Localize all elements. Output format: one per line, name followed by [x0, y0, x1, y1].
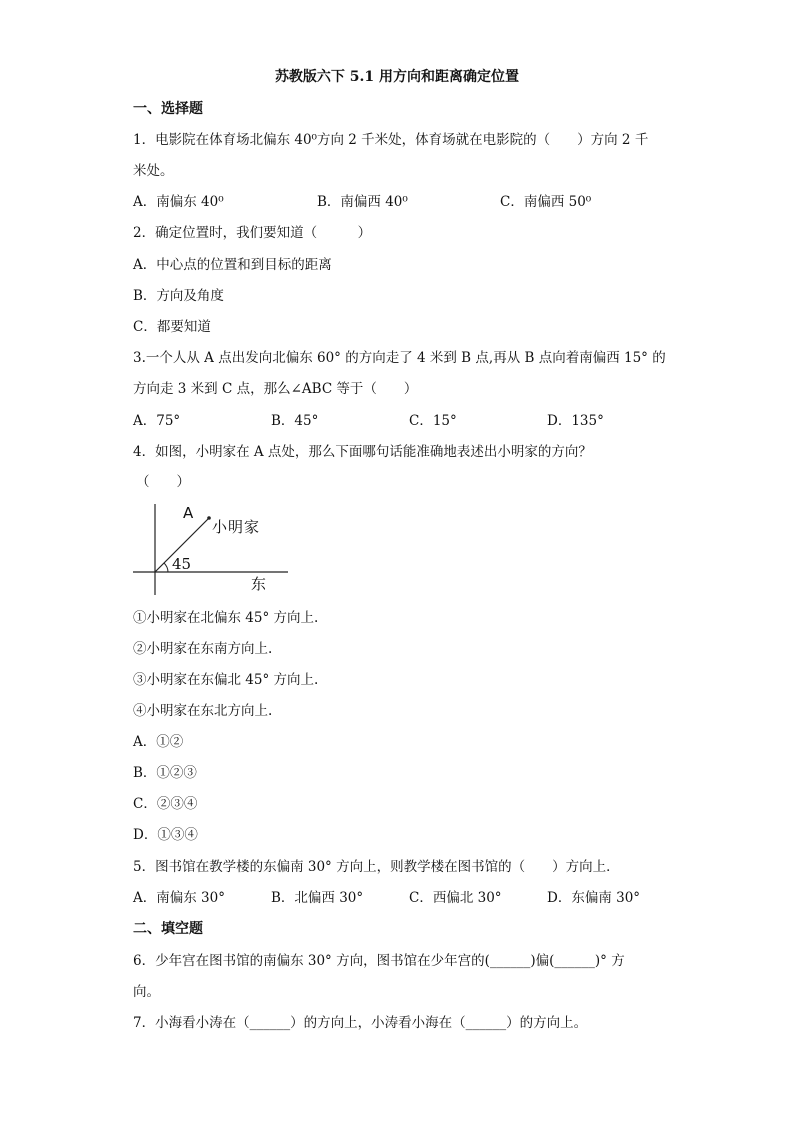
- page-title: 苏教版六下 5.1 用方向和距离确定位置: [274, 69, 520, 85]
- question-5-stem: 5．图书馆在教学楼的东偏南 30° 方向上，则教学楼在图书馆的（ ）方向上．: [133, 859, 620, 875]
- q5-option-a: A．南偏东 30°: [133, 890, 225, 906]
- question-7-stem: 7．小海看小涛在（______）的方向上，小涛看小海在（______）的方向上。: [133, 1015, 588, 1031]
- section-heading-fill: 二、填空题: [133, 921, 203, 937]
- q5-option-c: C．西偏北 30°: [409, 890, 502, 906]
- q4-option-a: A．①②: [133, 734, 184, 750]
- question-1-line-1: 1．电影院在体育场北偏东 40⁰方向 2 千米处，体育场就在电影院的（ ）方向 2 千: [133, 132, 649, 148]
- q2-option-c: C．都要知道: [133, 319, 211, 335]
- q3-option-c: C．15°: [409, 413, 457, 429]
- q5-option-d: D．东偏南 30°: [547, 890, 641, 906]
- point-a-label: A: [183, 504, 194, 522]
- q4-statement-1: ①小明家在北偏东 45° 方向上.: [133, 610, 319, 626]
- q4-statement-3: ③小明家在东偏北 45° 方向上.: [133, 672, 319, 688]
- q3-option-b: B．45°: [271, 413, 319, 429]
- q1-option-b: B．南偏西 40⁰: [317, 194, 408, 210]
- question-1-line-2: 米处。: [133, 163, 174, 179]
- q3-option-d: D．135°: [547, 413, 604, 429]
- q4-option-c: C．②③④: [133, 796, 198, 812]
- angle-label: 45: [172, 555, 192, 573]
- question-4-paren: （ ）: [136, 474, 190, 490]
- question-6-line-2: 向。: [133, 984, 160, 1000]
- question-3-line-2: 方向走 3 米到 C 点，那么∠ABC 等于（ ）: [133, 381, 418, 397]
- q4-option-d: D．①③④: [133, 827, 198, 843]
- direction-diagram-svg: [130, 500, 295, 600]
- q2-option-a: A．中心点的位置和到目标的距离: [133, 257, 332, 273]
- question-2-stem: 2．确定位置时，我们要知道（ ）: [133, 225, 372, 241]
- angle-arc: [164, 563, 168, 572]
- section-heading-choice: 一、选择题: [133, 101, 203, 117]
- q1-option-a: A．南偏东 40⁰: [133, 194, 224, 210]
- q2-option-b: B．方向及角度: [133, 288, 224, 304]
- east-label: 东: [251, 575, 267, 593]
- home-label: 小明家: [212, 518, 261, 536]
- q4-statement-2: ②小明家在东南方向上.: [133, 641, 273, 657]
- q1-option-c: C．南偏西 50⁰: [500, 194, 592, 210]
- question-6-line-1: 6．少年宫在图书馆的南偏东 30° 方向，图书馆在少年宫的(______)偏(______)° 方: [133, 953, 625, 969]
- question-3-line-1: 3.一个人从 A 点出发向北偏东 60° 的方向走了 4 米到 B 点,再从 B 点向着南偏西 15° 的: [133, 350, 666, 366]
- question-4-stem: 4．如图，小明家在 A 点处，那么下面哪句话能准确地表述出小明家的方向？: [133, 444, 592, 460]
- point-a-dot: [207, 516, 211, 520]
- q4-statement-4: ④小明家在东北方向上.: [133, 703, 273, 719]
- q4-option-b: B．①②③: [133, 765, 197, 781]
- q3-option-a: A．75°: [133, 413, 181, 429]
- q5-option-b: B．北偏西 30°: [271, 890, 364, 906]
- direction-figure: [130, 500, 295, 600]
